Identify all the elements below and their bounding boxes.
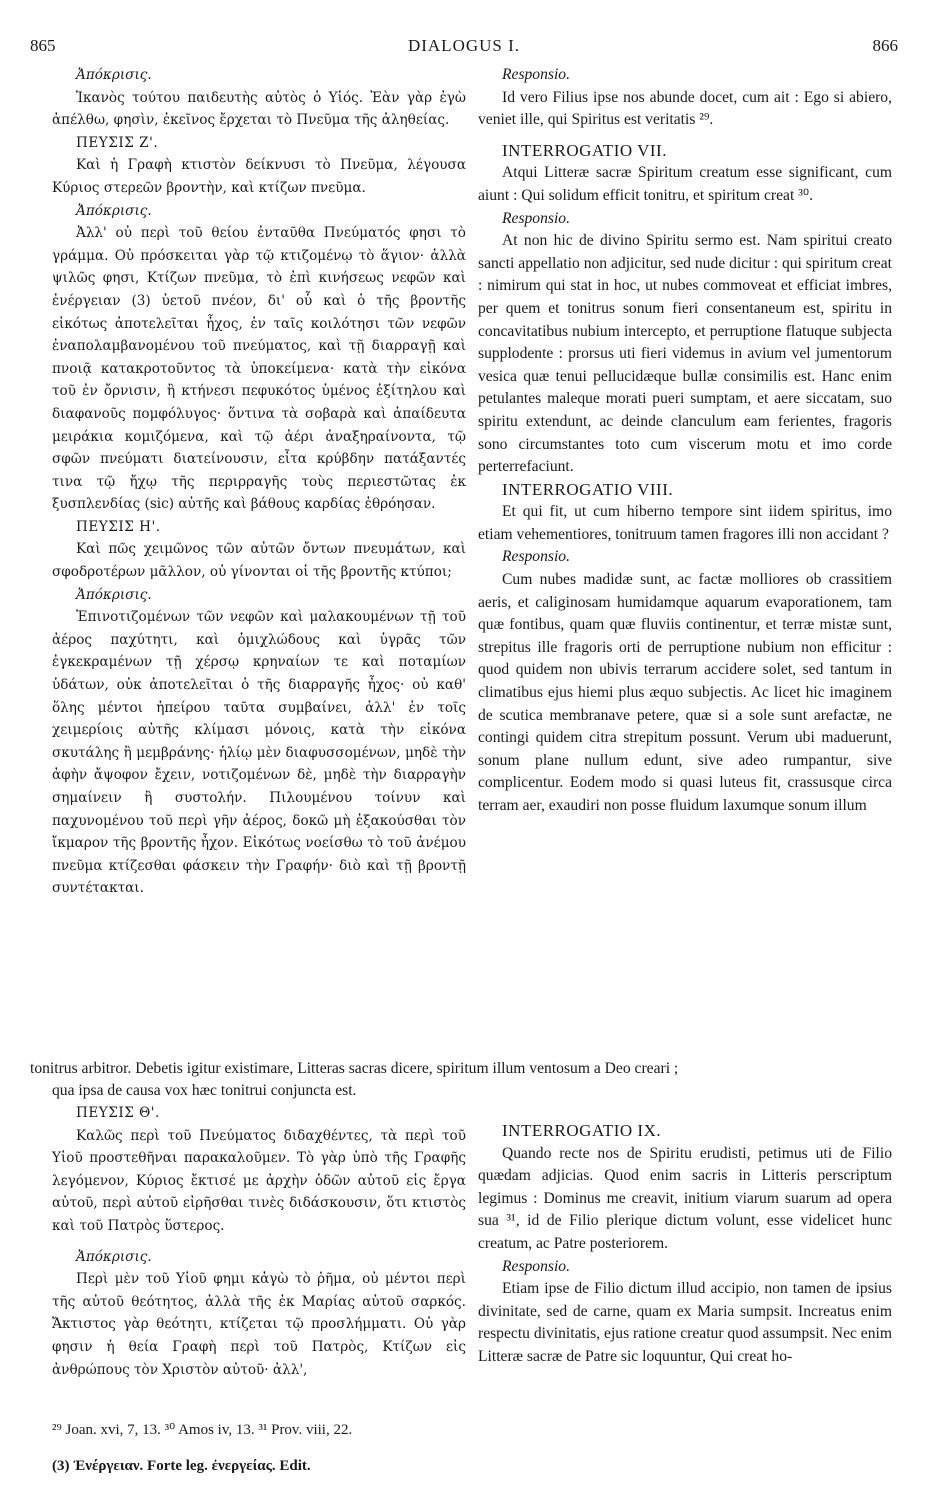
latin-column-lower [478, 1120, 892, 1369]
paragraph: Καὶ ἡ Γραφὴ κτιστὸν δείκνυσι τὸ Πνεῦμα, λέγουσα Κύριος στερεῶν βροντὴν, καὶ κτίζων πνεῦμα. [52, 157, 466, 196]
paragraph: Atqui Litteræ sacræ Spiritum creatum esse significant, cum aiunt : Qui solidum efficit tonitru, et spiritum creat ³⁰. [478, 164, 892, 204]
section-title: Ἀπόκρισις. [76, 586, 152, 603]
paragraph: Ἱκανὸς τούτου παιδευτὴς αὐτὸς ὁ Υἱός. Ἐὰν γὰρ ἐγὼ ἀπέλθω, φησὶν, ἐκεῖνος ἔρχεται τὸ Πνεῦμα τῆς ἀληθείας. [52, 89, 466, 129]
paragraph: Καλῶς περὶ τοῦ Πνεύματος διδαχθέντες, τὰ περὶ τοῦ Υἱοῦ προστεθῆναι παρακαλοῦμεν. Τὸ γὰρ ὑπὸ τῆς Γραφῆς λεγόμενον, Κύριος ἔκτισέ με ἀρχὴν ὁδῶν αὐτοῦ εἰς ἔργα αὐτοῦ, περὶ αὐτοῦ εἰρῆσθαι τινὲς διδάσκουσιν, ὅτι κτιστὸς καὶ τοῦ Πατρὸς ὕστερος. [52, 1127, 466, 1234]
paragraph: At non hic de divino Spiritu sermo est. Nam spiritui creato sancti appellatio non adjicitur, sed nude dicitur : qui spiritum creat : nimirum qui stat in hoc, ut nubes commoveat et efficiat imbres, per quem et tonitrus sonum fieri consentaneum est, spiritu in concavitatibus nubium intercepto, et perruptione flatuque subjecta supplodente : prorsus uti fieri videmus in avium vel jumentorum vesica quæ tenui pellucidæque bullæ consimilis est. Hanc enim petulantes maleque morati pueri sumptam, et aere siccatam, suo spiritu extendunt, ac deinde clanculum eam ferientes, fragoris sono circumstantes toto cum viscerum motu et imo corde perterrefaciunt. [478, 232, 892, 476]
section-title: Responsio. [502, 66, 571, 83]
editor-note: (3) Ἐνέργειαν. Forte leg. ἐνεργείας. Edit. [52, 1458, 311, 1474]
section-title: Ἀπόκρισις. [76, 67, 152, 83]
running-title: DIALOGUS I. [407, 36, 521, 55]
section-title: Ἀπόκρισις. [76, 1248, 152, 1265]
section-title: Responsio. [502, 1257, 571, 1275]
paragraph: Ἀλλ' οὐ περὶ τοῦ θείου ἐνταῦθα Πνεύματός φησι τὸ γράμμα. Οὐ πρόσκειται γὰρ τῷ κτιζομένῳ τὸ ἅγιον· ἀλλὰ ψιλῶς φησι, Κτίζων πνεῦμα, τὸ ἐπὶ κινήσεως νεφῶν καὶ ἐνέργειαν (3) ὑετοῦ πνέον, δι' οὗ καὶ ὁ τῆς βροντῆς εἰκότως ἀποτελεῖται ἦχος, ἐν ταῖς κοιλότησι τῶν νεφῶν ἐναπολαμβανομένου τοῦ πνεύματος, καὶ τῇ διαρραγῇ καὶ πνοιᾷ κατακροτοῦντος τὰ ὑποκείμενα· κατὰ τὴν εἰκόνα τοῦ ἐν ὄρνισιν, ἢ κτήνεσι πεφυκότος ὑμένος ἐξίτηλου καὶ διαφανοῦς πομφόλυγος· ὅντινα τὰ σοβαρὰ καὶ ἀπαίδευτα μειράκια κομιζόμενα, καὶ τῷ ἀέρι ἀναξηραίνοντα, τῷ σφῶν πνεύματι διατείνουσιν, εἶτα κρύβδην πατάξαντές τινα τῷ ἤχῳ τῆς περιρραγῆς τοὺς περιεστῶτας ἐκ ξυσπλενδίας (sic) αὐτῆς καὶ βάθους καρδίας ἐθρόησαν. [52, 225, 466, 513]
section-title: Responsio. [502, 209, 571, 227]
section-heading: ΠΕΥΣΙΣ Ζ'. [76, 134, 159, 151]
greek-column-lower [52, 1102, 466, 1381]
full-width-line: qua ipsa de causa vox hæc tonitrui conjuncta est. [52, 1082, 357, 1099]
right-page-number: 866 [872, 36, 898, 55]
paragraph: Et qui fit, ut cum hiberno tempore sint iidem spiritus, imo etiam vehementiores, tonitruum tamen fragores illi non accidant ? [478, 503, 892, 543]
paragraph: Cum nubes madidæ sunt, ac factæ molliores ob crassitiem aeris, et caliginosam humidamque aquarum evaporationem, tam quæ fontibus, quam quæ fluviis continentur, et terræ mistæ sunt, strepitus ille fragoris orti de perruptione nubium non efficitur : quod quidem non ubivis terrarum accidere solet, sed tantum in climatibus ejus hiemi plus æquo subjectis. Ac licet hic imaginem de scutica membranave petere, quæ si a sole sunt arefactæ, ne contingi quidem citra strepitum possunt. Verum ubi maduerunt, sonum plane nullum edunt, sive adeo rumpantur, sive complicentur. Eodem modo si quasi luteus fit, crassusque circa terram aer, exaudiri non posse fluidum laxumque sonum illum [478, 571, 892, 814]
full-width-line: tonitrus arbitror. Debetis igitur existimare, Litteras sacras dicere, spiritum illum ventosum a Deo creari ; [30, 1060, 679, 1077]
section-heading: INTERROGATIO VIII. [502, 479, 674, 499]
section-heading: ΠΕΥΣΙΣ Θ'. [76, 1105, 160, 1121]
paragraph: Καὶ πῶς χειμῶνος τῶν αὐτῶν ὄντων πνευμάτων, καὶ σφοδροτέρων μᾶλλον, οὐ γίνονται οἱ τῆς βροντῆς κτύποι; [52, 541, 466, 581]
greek-column [52, 64, 466, 900]
paragraph: Etiam ipse de Filio dictum illud accipio, non tamen de ipsius divinitate, sed de carne, quam ex Maria sumpsit. Increatus enim respectu divinitatis, ejus ratione creatur quod assumpsit. Nec enim Litteræ sacræ de Patre sic loquuntur, Qui creat ho- [478, 1280, 892, 1365]
left-page-number: 865 [30, 36, 56, 55]
latin-column [478, 64, 892, 818]
paragraph: Quando recte nos de Spiritu erudisti, petimus uti de Filio quædam adjicias. Quod enim sacris in Litteris perscriptum legimus : Dominus me creavit, initium viarum suarum ad opera sua ³¹, id de Filio plerique dictum volunt, esse videlicet hunc creatum, ac Patre posteriorem. [478, 1144, 892, 1252]
running-header [30, 36, 898, 60]
section-heading: INTERROGATIO VII. [502, 140, 667, 160]
paragraph: Id vero Filius ipse nos abunde docet, cum ait : Ego si abiero, veniet ille, qui Spiritus est veritatis ²⁹. [478, 88, 892, 129]
section-title: Ἀπόκρισις. [76, 202, 152, 219]
section-heading: ΠΕΥΣΙΣ Η'. [76, 518, 161, 535]
paragraph: Ἐπινοτιζομένων τῶν νεφῶν καὶ μαλακουμένων τῇ τοῦ ἀέρος παχύτητι, καὶ ὁμιχλώδους καὶ ὑγρᾶς τῶν ἐγκεκραμένων τῇ χέρσῳ κρηναίων τε καὶ ποταμίων ὑδάτων, οὐκ ἀποτελεῖται ὁ τῆς διαρραγῆς ἦχος· οὐ καθ' ὅλης μέντοι ἠπείρου ταῦτα συμβαίνει, ἀλλ' ἐν τοῖς χειμερίοις αὐτῆς κλίμασι μόνοις, κατὰ τὴν εἰκόνα σκυτάλης ἢ μεμβράνης· ἡλίῳ μὲν διαφυσσομένων, μηδὲ τὴν ἀφὴν ἄψοφον ἔχειν, νοτιζομένων δὲ, μηδὲ τὴν διαρραγὴν σημαίνειν ἢ συστολήν. Πιλουμένου τοίνυν καὶ παχυνομένου τοῦ περὶ γῆν ἀέρος, δοκῶ μὴ ἐξακούσθαι τὸν ἴκμαρον τῆς βροντῆς ἦχον. Εἰκότως νοείσθω τὸ τοῦ ἀνέμου πνεῦμα κτίζεσθαι φάσκειν τὴν Γραφήν· διὸ καὶ τῇ βροντῇ συντέτακται. [52, 609, 466, 897]
section-title: Responsio. [502, 548, 571, 566]
footnote-references: ²⁹ Joan. xvi, 7, 13. ³⁰ Amos iv, 13. ³¹ Prov. viii, 22. [52, 1422, 353, 1438]
paragraph: Περὶ μὲν τοῦ Υἱοῦ φημι κἀγὼ τὸ ῥῆμα, οὐ μέντοι περὶ τῆς αὐτοῦ θεότητος, ἀλλὰ τῆς ἐκ Μαρίας αὐτοῦ σαρκός. Ἄκτιστος γὰρ θεότητι, κτίζεται τῷ προσλήμματι. Οὐ γὰρ φησιν ἡ θεία Γραφὴ περὶ τοῦ Πατρὸς, Κτίζων εἰς ἀνθρώπους τὸν Χριστὸν αὐτοῦ· ἀλλ', [52, 1271, 466, 1378]
section-heading: INTERROGATIO IX. [502, 1121, 662, 1140]
full-width-text [30, 1058, 898, 1102]
